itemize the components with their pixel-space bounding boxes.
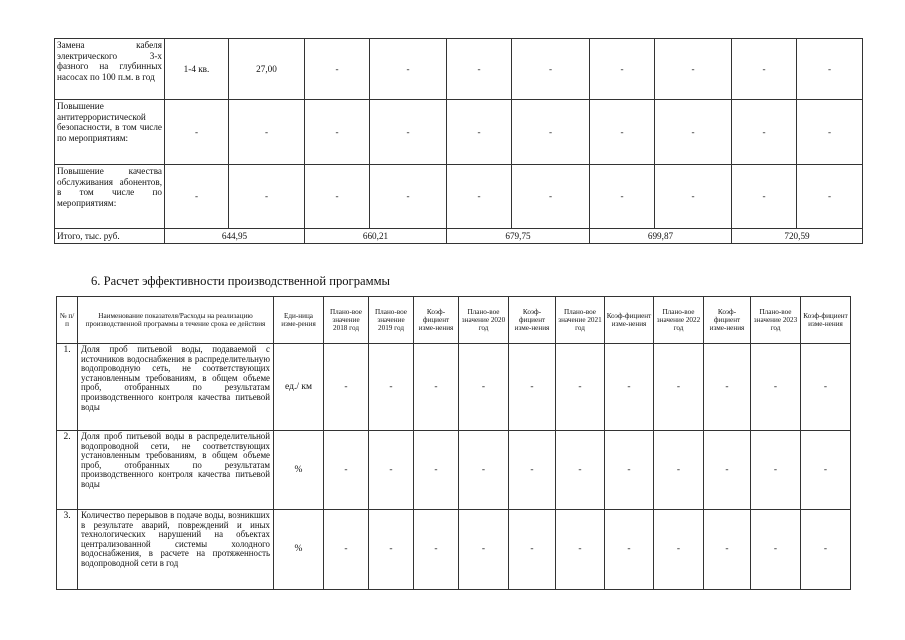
table-cell: - (801, 431, 851, 510)
table-row (55, 165, 863, 229)
table-row (57, 344, 851, 431)
table-cell: - (654, 344, 704, 431)
total-row (55, 229, 863, 244)
table-cell: - (369, 431, 414, 510)
table-cell: - (751, 344, 801, 431)
table-cell: - (556, 431, 605, 510)
table-cell: - (509, 431, 556, 510)
column-header: Коэф-фициент изме-нения (801, 297, 851, 344)
row-description: Доля проб питьевой воды в распределительной водопроводной сети, не соответствующих установленным требованиям, в общем объеме проб, отобранных по результатам производственного контроля качества питьевой воды (78, 431, 274, 510)
table-cell: - (797, 165, 863, 229)
table-cell: - (447, 39, 512, 100)
efficiency-table (56, 296, 851, 590)
table-cell: - (801, 344, 851, 431)
table-cell: - (512, 165, 590, 229)
section-heading: 6. Расчет эффективности производственной программы (91, 274, 390, 288)
table-cell: - (556, 510, 605, 590)
table-cell: - (751, 431, 801, 510)
table-cell: - (751, 510, 801, 590)
table-cell: - (704, 510, 751, 590)
table-cell: - (509, 344, 556, 431)
table-row (55, 100, 863, 165)
row-number: 1. (57, 344, 78, 431)
table-cell: - (414, 510, 459, 590)
table-cell: - (459, 431, 509, 510)
total-value: 720,59 (732, 229, 863, 244)
column-header: Плано-вое значение 2018 год (324, 297, 369, 344)
table-cell: 27,00 (229, 39, 305, 100)
table-cell: - (324, 431, 369, 510)
table-cell: - (590, 165, 655, 229)
column-header: Еди-ница изме-рения (274, 297, 324, 344)
row-description: Повышение антитеррористической безопасности, в том числе по мероприятиям: (55, 100, 165, 165)
total-label: Итого, тыс. руб. (55, 229, 165, 244)
column-header: Коэф-фициент изме-нения (704, 297, 751, 344)
total-value: 644,95 (165, 229, 305, 244)
table-cell: - (655, 100, 732, 165)
table-cell: - (654, 431, 704, 510)
table-cell: - (324, 510, 369, 590)
unit-cell: % (274, 431, 324, 510)
table-cell: - (370, 39, 447, 100)
table-cell: - (605, 510, 654, 590)
table-cell: - (459, 344, 509, 431)
table-cell: - (229, 165, 305, 229)
table-cell: - (305, 100, 370, 165)
row-number: 2. (57, 431, 78, 510)
table-cell: - (509, 510, 556, 590)
table-cell: - (556, 344, 605, 431)
table-cell: - (797, 39, 863, 100)
table-cell: - (512, 100, 590, 165)
table-cell: - (165, 165, 229, 229)
table-cell: - (369, 510, 414, 590)
column-header: Плано-вое значение 2019 год (369, 297, 414, 344)
table-cell: - (654, 510, 704, 590)
table-cell: - (590, 39, 655, 100)
table-cell: 1-4 кв. (165, 39, 229, 100)
table-cell: - (414, 431, 459, 510)
table-cell: - (704, 431, 751, 510)
table-cell: - (324, 344, 369, 431)
row-number: 3. (57, 510, 78, 590)
column-header: Плано-вое значение 2022 год (654, 297, 704, 344)
column-header: Плано-вое значение 2021 год (556, 297, 605, 344)
table-cell: - (459, 510, 509, 590)
table-cell: - (369, 344, 414, 431)
table-row (55, 39, 863, 100)
unit-cell: % (274, 510, 324, 590)
table-row (57, 431, 851, 510)
column-header: Наименование показателя/Расходы на реализацию производственной программы в течение срока ее действия (78, 297, 274, 344)
table-cell: - (447, 165, 512, 229)
table-cell: - (305, 39, 370, 100)
table-cell: - (797, 100, 863, 165)
row-description: Замена кабеля электрического 3-х фазного на глубинных насосах по 100 п.м. в год (55, 39, 165, 100)
table-cell: - (655, 39, 732, 100)
table-cell: - (732, 100, 797, 165)
table-cell: - (732, 39, 797, 100)
table-cell: - (305, 165, 370, 229)
table-cell: - (704, 344, 751, 431)
row-description: Доля проб питьевой воды, подаваемой с источников водоснабжения в распределительную водопроводную сеть, не соответствующих установленным требованиям, в общем объеме проб, отобранных по результатам производственного контроля качества питьевой воды (78, 344, 274, 431)
column-header: № п/п (57, 297, 78, 344)
table-cell: - (414, 344, 459, 431)
column-header: Коэф-фициент изме-нения (509, 297, 556, 344)
table-cell: - (512, 39, 590, 100)
table-cell: - (605, 431, 654, 510)
table-cell: - (229, 100, 305, 165)
total-value: 699,87 (590, 229, 732, 244)
table-cell: - (732, 165, 797, 229)
table-cell: - (605, 344, 654, 431)
row-description: Количество перерывов в подаче воды, возникших в результате аварий, повреждений и иных технологических нарушений на объектах централизованной системы холодного водоснабжения, в расчете на протяженность водопроводной сети в год (78, 510, 274, 590)
column-header: Плано-вое значение 2020 год (459, 297, 509, 344)
expenses-table (54, 38, 863, 244)
unit-cell: ед./ км (274, 344, 324, 431)
table-cell: - (801, 510, 851, 590)
table-cell: - (447, 100, 512, 165)
total-value: 679,75 (447, 229, 590, 244)
total-value: 660,21 (305, 229, 447, 244)
column-header: Коэф-фициент изме-нения (414, 297, 459, 344)
table-cell: - (370, 165, 447, 229)
table-cell: - (165, 100, 229, 165)
table-cell: - (590, 100, 655, 165)
header-row (57, 297, 851, 344)
column-header: Коэф-фициент изме-нения (605, 297, 654, 344)
table-cell: - (370, 100, 447, 165)
table-row (57, 510, 851, 590)
column-header: Плано-вое значение 2023 год (751, 297, 801, 344)
row-description: Повышение качества обслуживания абонентов, в том числе по мероприятиям: (55, 165, 165, 229)
table-cell: - (655, 165, 732, 229)
